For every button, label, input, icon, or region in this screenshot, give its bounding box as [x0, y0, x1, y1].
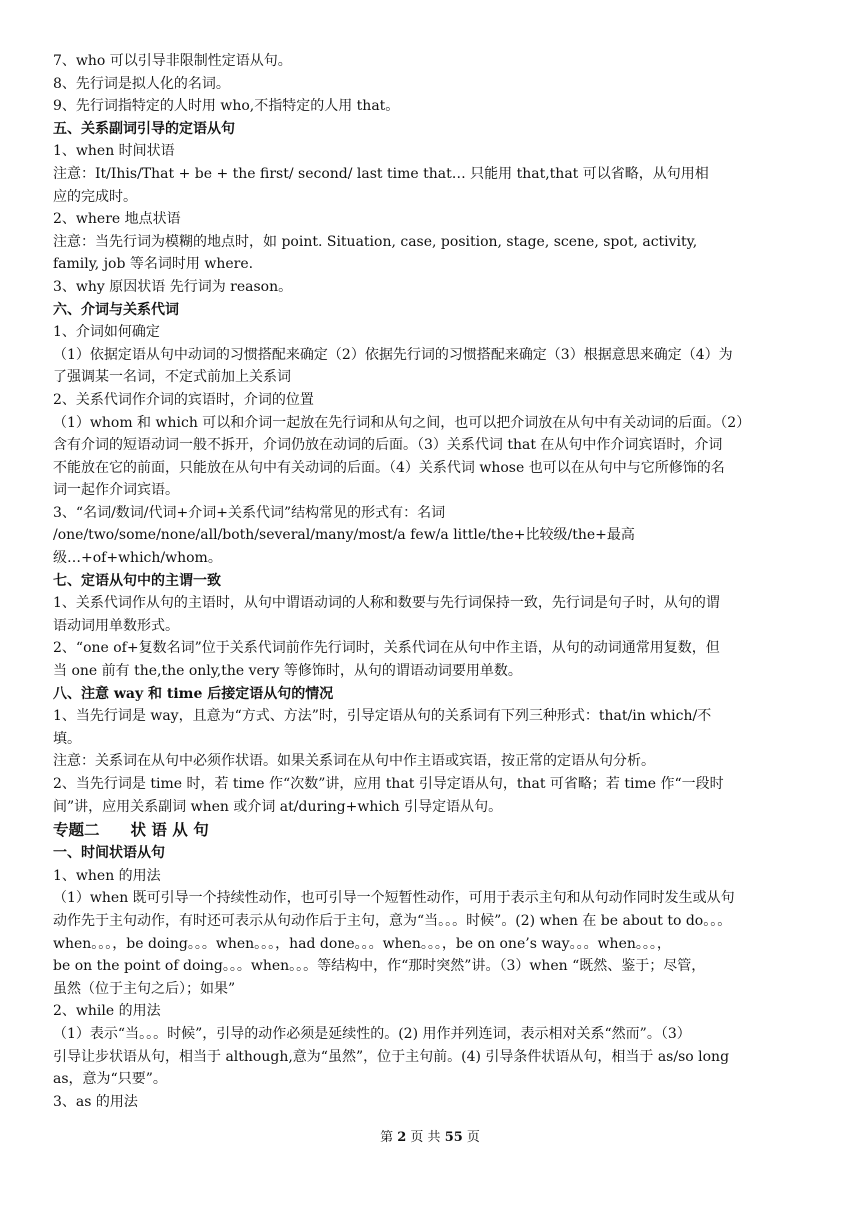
- text-line: 2、当先行词是 time 时，若 time 作“次数”讲，应用 that 引导定语从句，that 可省略；若 time 作“一段时: [53, 776, 724, 792]
- text-line: 2、while 的用法: [53, 1003, 161, 1020]
- section-heading: 一、时间状语从句: [53, 845, 165, 862]
- text-line: 7、who 可以引导非限制性定语从句。: [53, 53, 292, 69]
- section-heading: 专题二 状 语 从 句: [53, 820, 209, 840]
- text-line: as，意为“只要”。: [53, 1071, 167, 1088]
- text-line: 虽然（位于主句之后）；如果”: [53, 980, 236, 997]
- text-line: 含有介词的短语动词一般不拆开，介词仍放在动词的后面。（3）关系代词 that 在从句中作介词宾语时，介词: [53, 437, 723, 454]
- text-line: 当 one 前有 the,the only,the very 等修饰时，从句的谓语动词要用单数。: [53, 663, 522, 680]
- text-line: family, job 等名词时用 where.: [53, 256, 254, 273]
- text-line: 应的完成时。: [53, 188, 137, 205]
- section-heading: 八、注意 way 和 time 后接定语从句的情况: [53, 685, 334, 702]
- section-heading: 七、定语从句中的主谓一致: [53, 572, 221, 589]
- text-line: 8、先行词是拟人化的名词。: [53, 75, 230, 92]
- page-footer: [0, 1126, 860, 1145]
- text-line: 了强调某一名词，不定式前加上关系词: [53, 369, 291, 386]
- text-line: be on the point of doing。。。when。。。等结构中，作“那时突然”讲。（3）when “既然、鉴于；尽管，: [53, 958, 706, 975]
- text-line: 注意：当先行词为模糊的地点时，如 point. Situation, case, position, stage, scene, spot, activity,: [53, 233, 698, 250]
- text-line: 1、介词如何确定: [53, 324, 160, 341]
- text-line: 注意：关系词在从句中必须作状语。如果关系词在从句中作主语或宾语，按正常的定语从句分析。: [53, 753, 655, 770]
- current-page-number: 2: [397, 1130, 407, 1145]
- footer-suffix: 页: [466, 1130, 480, 1145]
- text-line: 3、why 原因状语 先行词为 reason。: [53, 278, 293, 295]
- text-line: 不能放在它的前面，只能放在从句中有关动词的后面。（4）关系代词 whose 也可以在从句中与它所修饰的名: [53, 459, 725, 476]
- footer-middle: 页 共: [410, 1130, 441, 1145]
- text-line: /one/two/some/none/all/both/several/many/most/a few/a little/the+比较级/the+最高: [53, 527, 635, 544]
- text-line: 词一起作介词宾语。: [53, 482, 179, 499]
- text-line: 注意：It/Ihis/That + be + the first/ second/ last time that… 只能用 that,that 可以省略，从句用相: [53, 165, 709, 182]
- footer-prefix: 第: [380, 1130, 394, 1145]
- text-line: 动作先于主句动作，有时还可表示从句动作后于主句，意为“当。。。时候”。(2) when 在 be about to do。。。: [53, 912, 732, 929]
- text-line: 1、当先行词是 way，且意为“方式、方法”时，引导定语从句的关系词有下列三种形式：that/in which/不: [53, 708, 712, 725]
- text-line: 1、关系代词作从句的主语时，从句中谓语动词的人称和数要与先行词保持一致，先行词是句子时，从句的谓: [53, 595, 720, 612]
- text-line: 2、关系代词作介词的宾语时，介词的位置: [53, 391, 314, 408]
- text-line: 2、where 地点状语: [53, 211, 181, 228]
- text-line: 填。: [53, 730, 81, 747]
- section-heading: 六、介词与关系代词: [53, 301, 179, 318]
- text-line: （1）when 既可引导一个持续性动作，也可引导一个短暂性动作，可用于表示主句和从句动作同时发生或从句: [53, 890, 735, 907]
- text-line: when。。。，be doing。。。when。。。，had done。。。when。。。，be on one’s way。。。when。。。，: [53, 935, 671, 952]
- text-line: 引导让步状语从句，相当于 although,意为“虽然”，位于主句前。(4) 引导条件状语从句，相当于 as/so long: [53, 1048, 730, 1065]
- text-line: （1）依据定语从句中动词的习惯搭配来确定（2）依据先行词的习惯搭配来确定（3）根据意思来确定（4）为: [53, 346, 733, 363]
- text-line: 9、先行词指特定的人时用 who,不指特定的人用 that。: [53, 98, 400, 115]
- text-line: 1、when 的用法: [53, 867, 161, 884]
- text-line: （1）whom 和 which 可以和介词一起放在先行词和从句之间，也可以把介词放在从句中有关动词的后面。（2）: [53, 414, 751, 431]
- document-body: [53, 50, 810, 1113]
- total-pages-number: 55: [444, 1130, 463, 1145]
- section-heading: 五、关系副词引导的定语从句: [53, 120, 235, 137]
- text-line: 3、as 的用法: [53, 1093, 138, 1110]
- text-line: 间”讲，应用关系副词 when 或介词 at/during+which 引导定语从句。: [53, 798, 503, 815]
- text-line: 语动词用单数形式。: [53, 617, 179, 634]
- text-line: 1、when 时间状语: [53, 143, 175, 160]
- text-line: 2、“one of+复数名词”位于关系代词前作先行词时，关系代词在从句中作主语，从句的动词通常用复数，但: [53, 640, 720, 657]
- text-line: 级…+of+which/whom。: [53, 550, 222, 567]
- text-line: （1）表示“当。。。时候”，引导的动作必须是延续性的。(2) 用作并列连词，表示相对关系“然而”。（3）: [53, 1025, 691, 1042]
- text-line: 3、“名词/数词/代词+介词+关系代词”结构常见的形式有：名词: [53, 504, 446, 521]
